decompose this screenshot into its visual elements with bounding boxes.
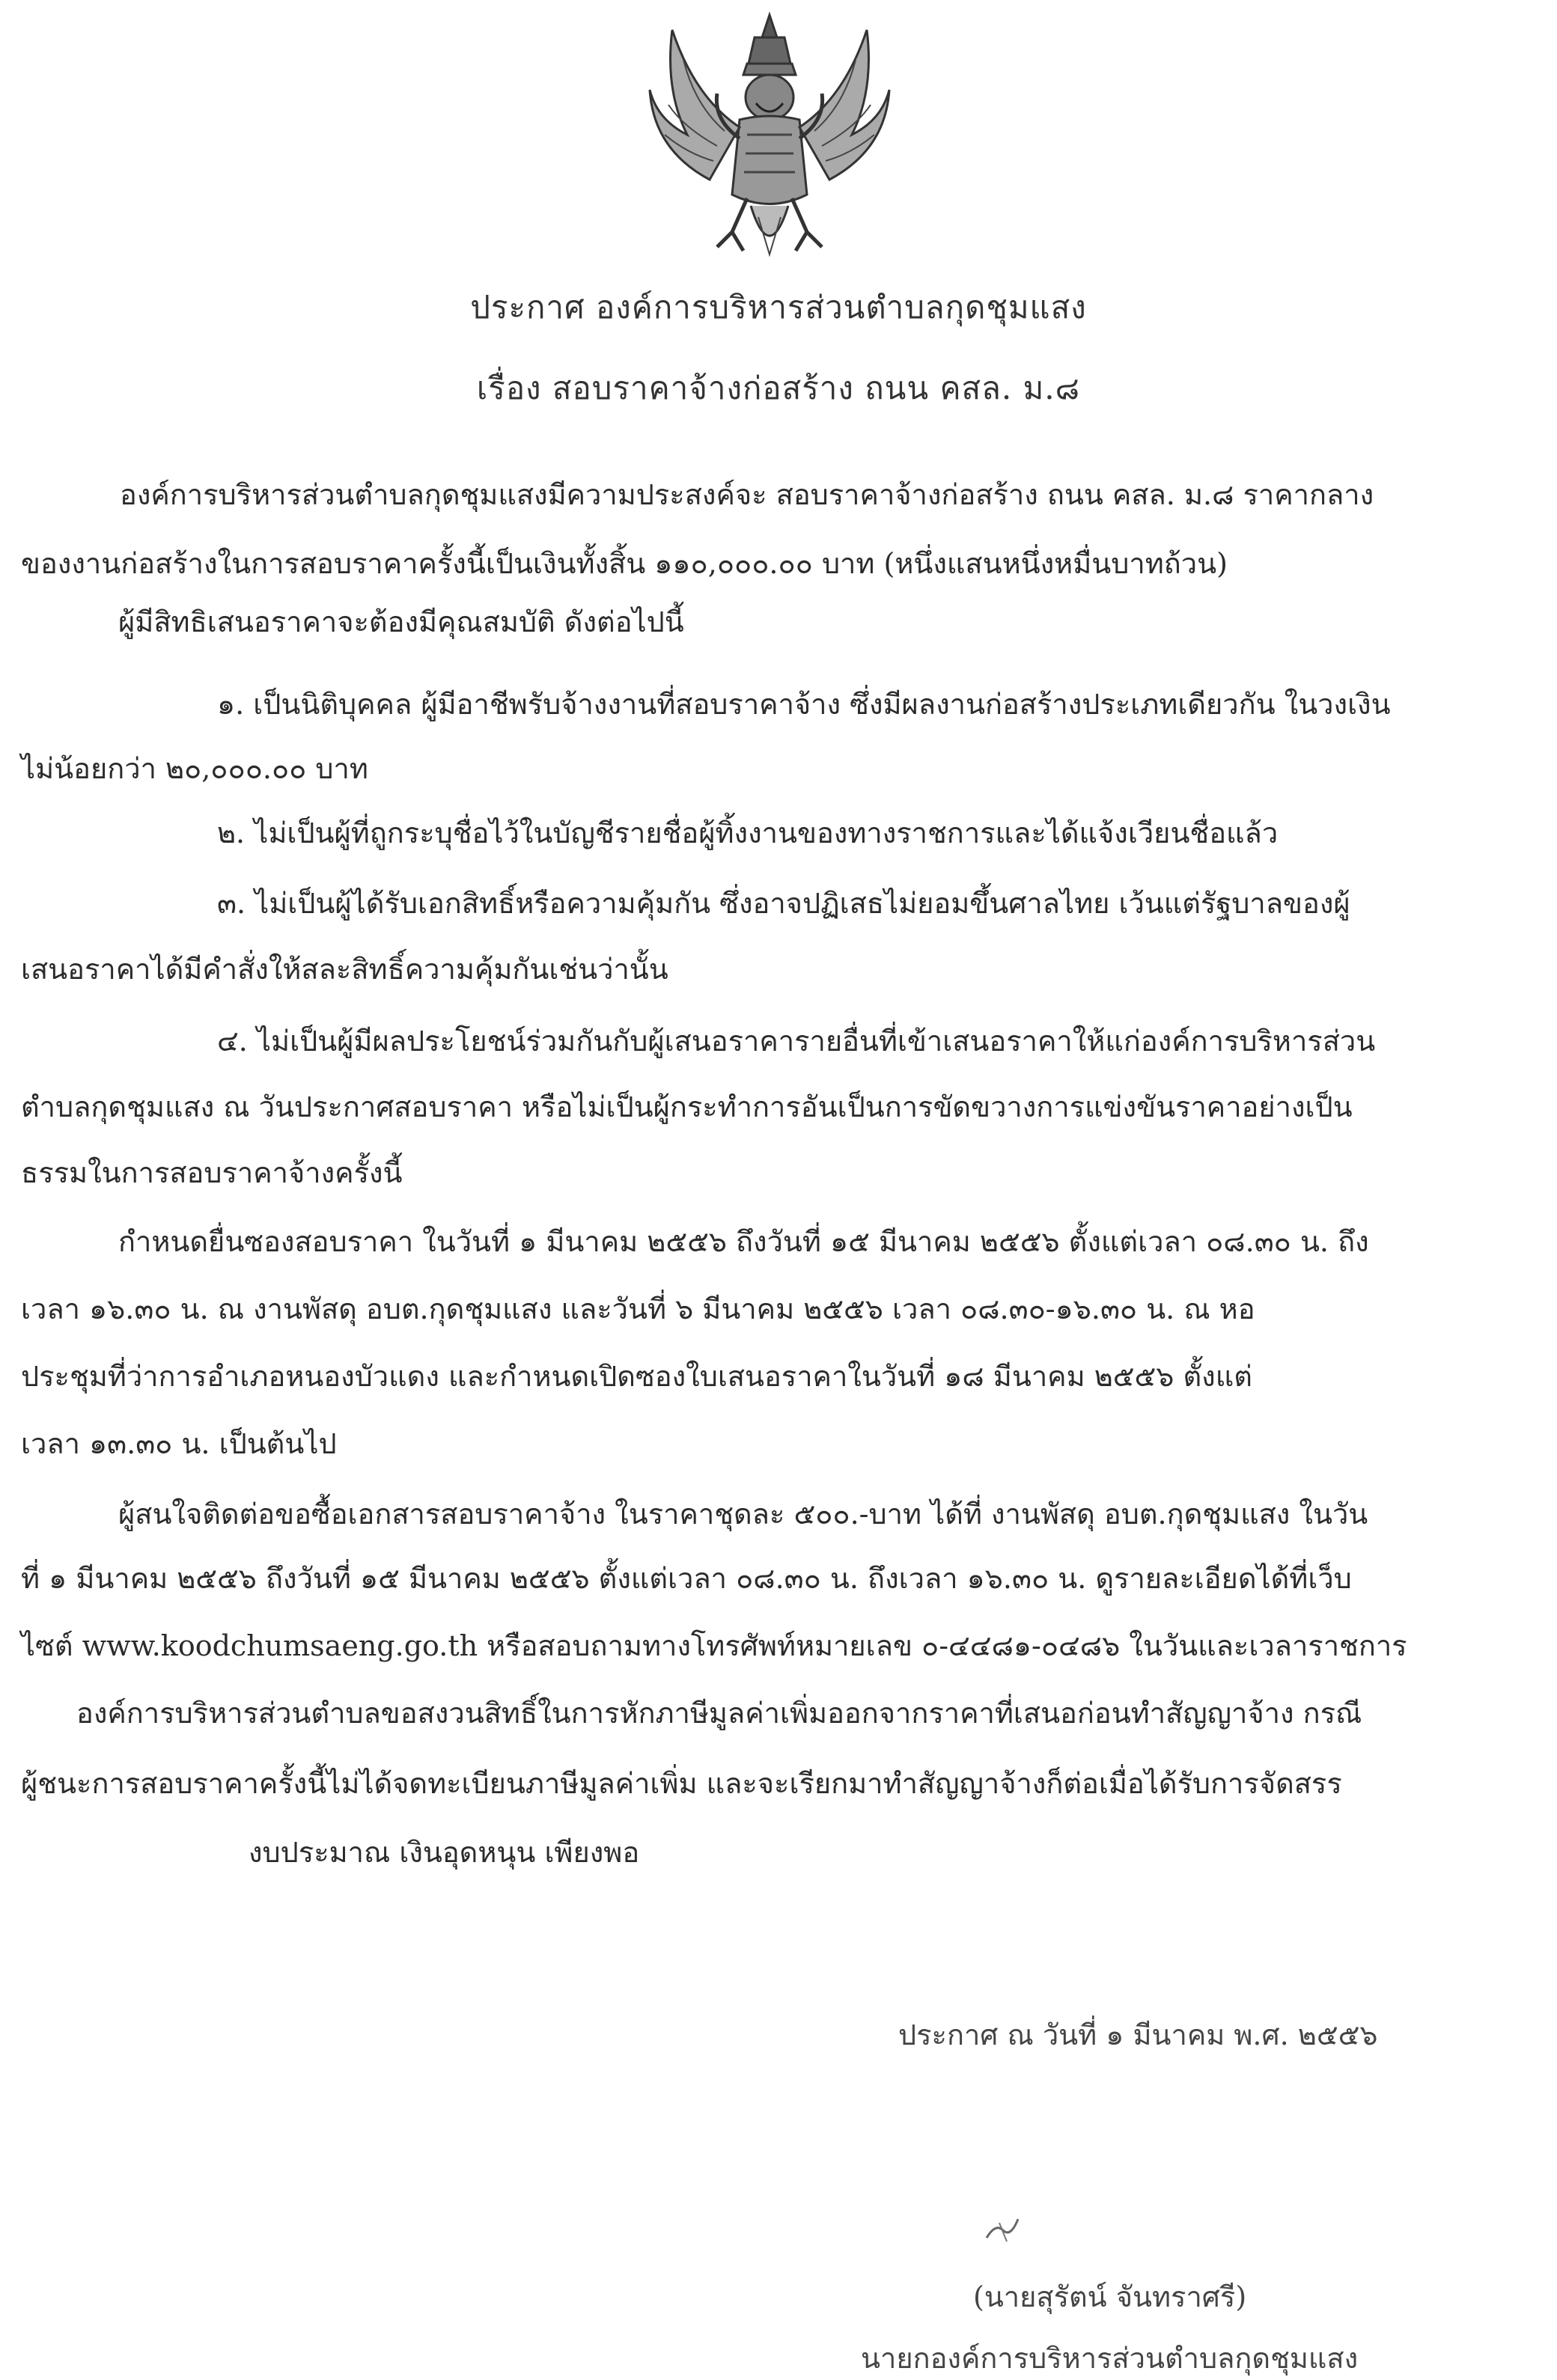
- signer-title: นายกองค์การบริหารส่วนตำบลกุดชุมแสง: [861, 2342, 1359, 2375]
- qualification-item-4-cont: ธรรมในการสอบราคาจ้างครั้งนี้: [21, 1156, 403, 1189]
- paragraph-line: งบประมาณ เงินอุดหนุน เพียงพอ: [249, 1836, 640, 1869]
- paragraph-line: เวลา ๑๓.๓๐ น. เป็นต้นไป: [21, 1427, 337, 1460]
- paragraph-line: เวลา ๑๖.๓๐ น. ณ งานพัสดุ อบต.กุดชุมแสง และวันที่ ๖ มีนาคม ๒๕๕๖ เวลา ๐๘.๓๐-๑๖.๓๐ น. ณ หอ: [21, 1293, 1255, 1325]
- announcement-subject: เรื่อง สอบราคาจ้างก่อสร้าง ถนน คสล. ม.๘: [476, 370, 1081, 406]
- announcement-title: ประกาศ องค์การบริหารส่วนตำบลกุดชุมแสง: [470, 289, 1087, 326]
- paragraph-line: ไซต์ www.koodchumsaeng.go.th หรือสอบถามทางโทรศัพท์หมายเลข ๐-๔๔๘๑-๐๔๘๖ ในวันและเวลาราชการ: [21, 1629, 1407, 1662]
- paragraph-line: ของงานก่อสร้างในการสอบราคาครั้งนี้เป็นเงินทั้งสิ้น ๑๑๐,๐๐๐.๐๐ บาท (หนึ่งแสนหนึ่งหมื่นบาทถ้วน): [21, 547, 1228, 580]
- paragraph-line: ผู้สนใจติดต่อขอซื้อเอกสารสอบราคาจ้าง ในราคาชุดละ ๕๐๐.-บาท ได้ที่ งานพัสดุ อบต.กุดชุมแสง ในวัน: [118, 1498, 1368, 1531]
- paragraph-line: กำหนดยื่นซองสอบราคา ในวันที่ ๑ มีนาคม ๒๕๕๖ ถึงวันที่ ๑๕ มีนาคม ๒๕๕๖ ตั้งแต่เวลา ๐๘.๓๐ น. ถึง: [118, 1225, 1369, 1258]
- paragraph-line: ผู้ชนะการสอบราคาครั้งนี้ไม่ได้จดทะเบียนภาษีมูลค่าเพิ่ม และจะเรียกมาทำสัญญาจ้างก็ต่อเมื่อได้รับการจัดสรร: [21, 1767, 1342, 1800]
- signer-name: (นายสุรัตน์ จันทราศรี): [973, 2280, 1247, 2313]
- qualification-item-4-cont: ตำบลกุดชุมแสง ณ วันประกาศสอบราคา หรือไม่เป็นผู้กระทำการอันเป็นการขัดขวางการแข่งขันราคาอย่างเป็น: [21, 1090, 1353, 1123]
- paragraph-line: ประชุมที่ว่าการอำเภอหนองบัวแดง และกำหนดเปิดซองใบเสนอราคาในวันที่ ๑๘ มีนาคม ๒๕๕๖ ตั้งแต่: [21, 1360, 1252, 1393]
- paragraph-line: ที่ ๑ มีนาคม ๒๕๕๖ ถึงวันที่ ๑๕ มีนาคม ๒๕๕๖ ตั้งแต่เวลา ๐๘.๓๐ น. ถึงเวลา ๑๖.๓๐ น. ดูรายละเอียดได้ที่เว็บ: [21, 1562, 1352, 1595]
- qualification-item-3: ๓. ไม่เป็นผู้ได้รับเอกสิทธิ์หรือความคุ้มกัน ซึ่งอาจปฏิเสธไม่ยอมขึ้นศาลไทย เว้นแต่รัฐบาลของผู้: [217, 887, 1350, 920]
- qualification-item-4: ๔. ไม่เป็นผู้มีผลประโยชน์ร่วมกันกับผู้เสนอราคารายอื่นที่เข้าเสนอราคาให้แก่องค์การบริหารส่วน: [217, 1025, 1376, 1058]
- qualification-item-2: ๒. ไม่เป็นผู้ที่ถูกระบุชื่อไว้ในบัญชีรายชื่อผู้ทิ้งงานของทางราชการและได้แจ้งเวียนชื่อแล้ว: [217, 817, 1279, 849]
- paragraph-line: ผู้มีสิทธิเสนอราคาจะต้องมีคุณสมบัติ ดังต่อไปนี้: [118, 605, 684, 638]
- garuda-emblem-icon: [642, 7, 897, 269]
- qualification-item-1-cont: ไม่น้อยกว่า ๒๐,๐๐๐.๐๐ บาท: [21, 752, 368, 785]
- qualification-item-3-cont: เสนอราคาได้มีคำสั่งให้สละสิทธิ์ความคุ้มกันเช่นว่านั้น: [21, 953, 668, 986]
- paragraph-line: องค์การบริหารส่วนตำบลกุดชุมแสงมีความประสงค์จะ สอบราคาจ้างก่อสร้าง ถนน คสล. ม.๘ ราคากลาง: [120, 478, 1374, 511]
- qualification-item-1: ๑. เป็นนิติบุคคล ผู้มีอาชีพรับจ้างงานที่สอบราคาจ้าง ซึ่งมีผลงานก่อสร้างประเภทเดียวกัน ในวงเงิน: [217, 688, 1391, 721]
- paragraph-line: องค์การบริหารส่วนตำบลขอสงวนสิทธิ์ในการหักภาษีมูลค่าเพิ่มออกจากราคาที่เสนอก่อนทำสัญญาจ้าง กรณี: [76, 1697, 1362, 1730]
- signature-mark-icon: [981, 2208, 1026, 2253]
- announcement-date: ประกาศ ณ วันที่ ๑ มีนาคม พ.ศ. ๒๕๕๖: [898, 2019, 1378, 2051]
